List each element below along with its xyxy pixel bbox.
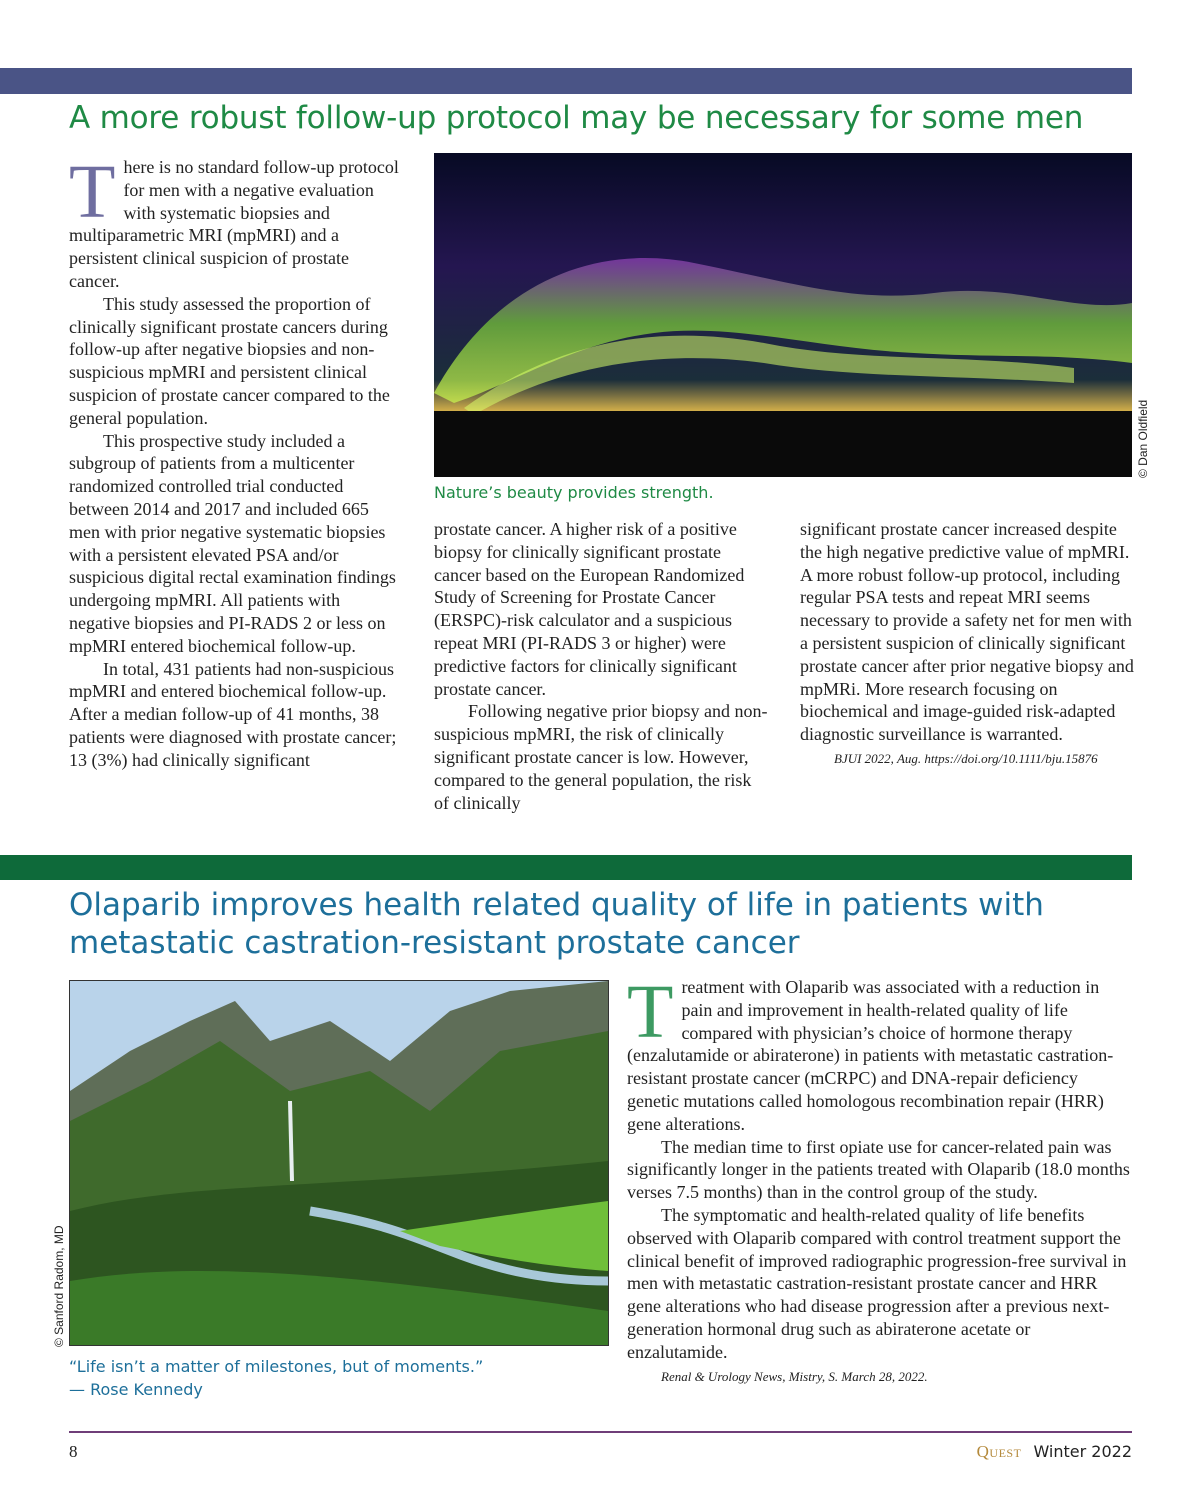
article1-paragraph-4: In total, 431 patients had non-suspicious mpMRI and entered biochemical follow-up. After a median follow-up of 41 months, 38 patients were diagnosed with prostate cancer; 13 (3%) had clinically significant [69,658,397,770]
article2-paragraph-3: The symptomatic and health-related quality of life benefits observed with Olaparib compared with control treatment support the clinical benefit of improved radiographic progression-free survival in men with metastatic castration-resistant prostate cancer and HRR gene alterations who had disease progression after a previous next-generation hormonal drug such as abiraterone acetate or enzalutamide. [627,1204,1127,1362]
article1-column-3 [800,518,1134,767]
page-number: 8 [69,1442,78,1461]
article2-citation: Renal & Urology News, Mistry, S. March 28, 2022. [661,1368,928,1384]
mountain-valley-illustration [70,981,608,1345]
article2-headline: Olaparib improves health related quality of life in patients with metastatic castration-resistant prostate cancer [69,887,1044,961]
aurora-photo-caption: Nature’s beauty provides strength. [434,483,714,502]
article2-paragraph-1 [627,970,1133,1136]
footer-masthead [977,1442,1132,1462]
article1-dropcap: T [69,150,116,234]
article1-paragraph-3: This prospective study included a subgroup of patients from a multicenter randomized controlled trial conducted between 2014 and 2017 and included 665 men with prior negative systematic biopsies with a persistent elevated PSA and/or suspicious digital rectal examination findings undergoing mpMRI. All patients with negative biopsies and PI-RADS 2 or less on mpMRI entered biochemical follow-up. [69,430,396,656]
article2-column [627,970,1133,1385]
middle-color-band [0,855,1132,880]
magazine-name: Quest [976,1442,1022,1461]
article1-paragraph-4-continued: prostate cancer. A higher risk of a positive biopsy for clinically significant prostate cancer based on the European Randomized Study of Screening for Prostate Cancer (ERSPC)-risk calculator and a suspicious repeat MRI (PI-RADS 3 or higher) were predictive factors for clinically significant prostate cancer. [434,519,745,699]
article2-dropcap: T [627,970,674,1054]
article1-paragraph-5: Following negative prior biopsy and non-suspicious mpMRI, the risk of clinically significant prostate cancer is low. However, compared to the general population, the risk of clinically [434,701,768,813]
article1-paragraph-5-continued: significant prostate cancer increased despite the high negative predictive value of mpMRI. A more robust follow-up protocol, including regular PSA tests and repeat MRI seems necessary to provide a safety net for men with a persistent suspicion of clinically significant prostate cancer after prior negative biopsy and mpMRi. More research focusing on biochemical and image-guided risk-adapted diagnostic surveillance is warranted. [800,519,1134,745]
mountain-photo-caption [69,1355,609,1401]
aurora-photo-credit: © Dan Oldfield [1136,399,1150,478]
article1-paragraph-1-text: here is no standard follow-up protocol for men with a negative evaluation with systematic biopsies and multiparametric MRI (mpMRI) and a persistent clinical suspicion of prostate cancer. [69,157,399,291]
article1-citation: BJUI 2022, Aug. https://doi.org/10.1111/bju.15876 [834,750,1098,766]
top-color-band [0,68,1132,94]
issue-label: Winter 2022 [1033,1442,1132,1461]
footer-rule [69,1431,1132,1433]
article1-column-2 [434,518,769,814]
mountain-photo-credit: © Sanford Radom, MD [52,1225,66,1347]
aurora-illustration [434,153,1132,477]
caption-quote: “Life isn’t a matter of milestones, but of moments.” [69,1357,484,1376]
article2-paragraph-1-text: reatment with Olaparib was associated with a reduction in pain and improvement in health-related quality of life compared with physician’s choice of hormone therapy (enzalutamide or abiraterone) in patients with metastatic castration-resistant prostate cancer (mCRPC) and DNA-repair deficiency genetic mutations called homologous recombination repair (HRR) gene alterations. [627,977,1114,1134]
aurora-photo [434,153,1132,477]
article2-paragraph-2: The median time to first opiate use for cancer-related pain was significantly longer in the patients treated with Olaparib (18.0 months verses 7.5 months) than in the control group of the study. [627,1136,1130,1203]
caption-author: — Rose Kennedy [69,1380,203,1399]
article1-headline: A more robust follow-up protocol may be necessary for some men [69,100,1084,136]
article1-paragraph-2: This study assessed the proportion of clinically significant prostate cancers during follow-up after negative biopsies and non-suspicious mpMRI and persistent clinical suspicion of prostate cancer compared to the general population. [69,293,390,428]
article1-paragraph-1 [69,150,401,293]
mountain-valley-photo [69,980,609,1346]
article1-column-1 [69,150,401,772]
